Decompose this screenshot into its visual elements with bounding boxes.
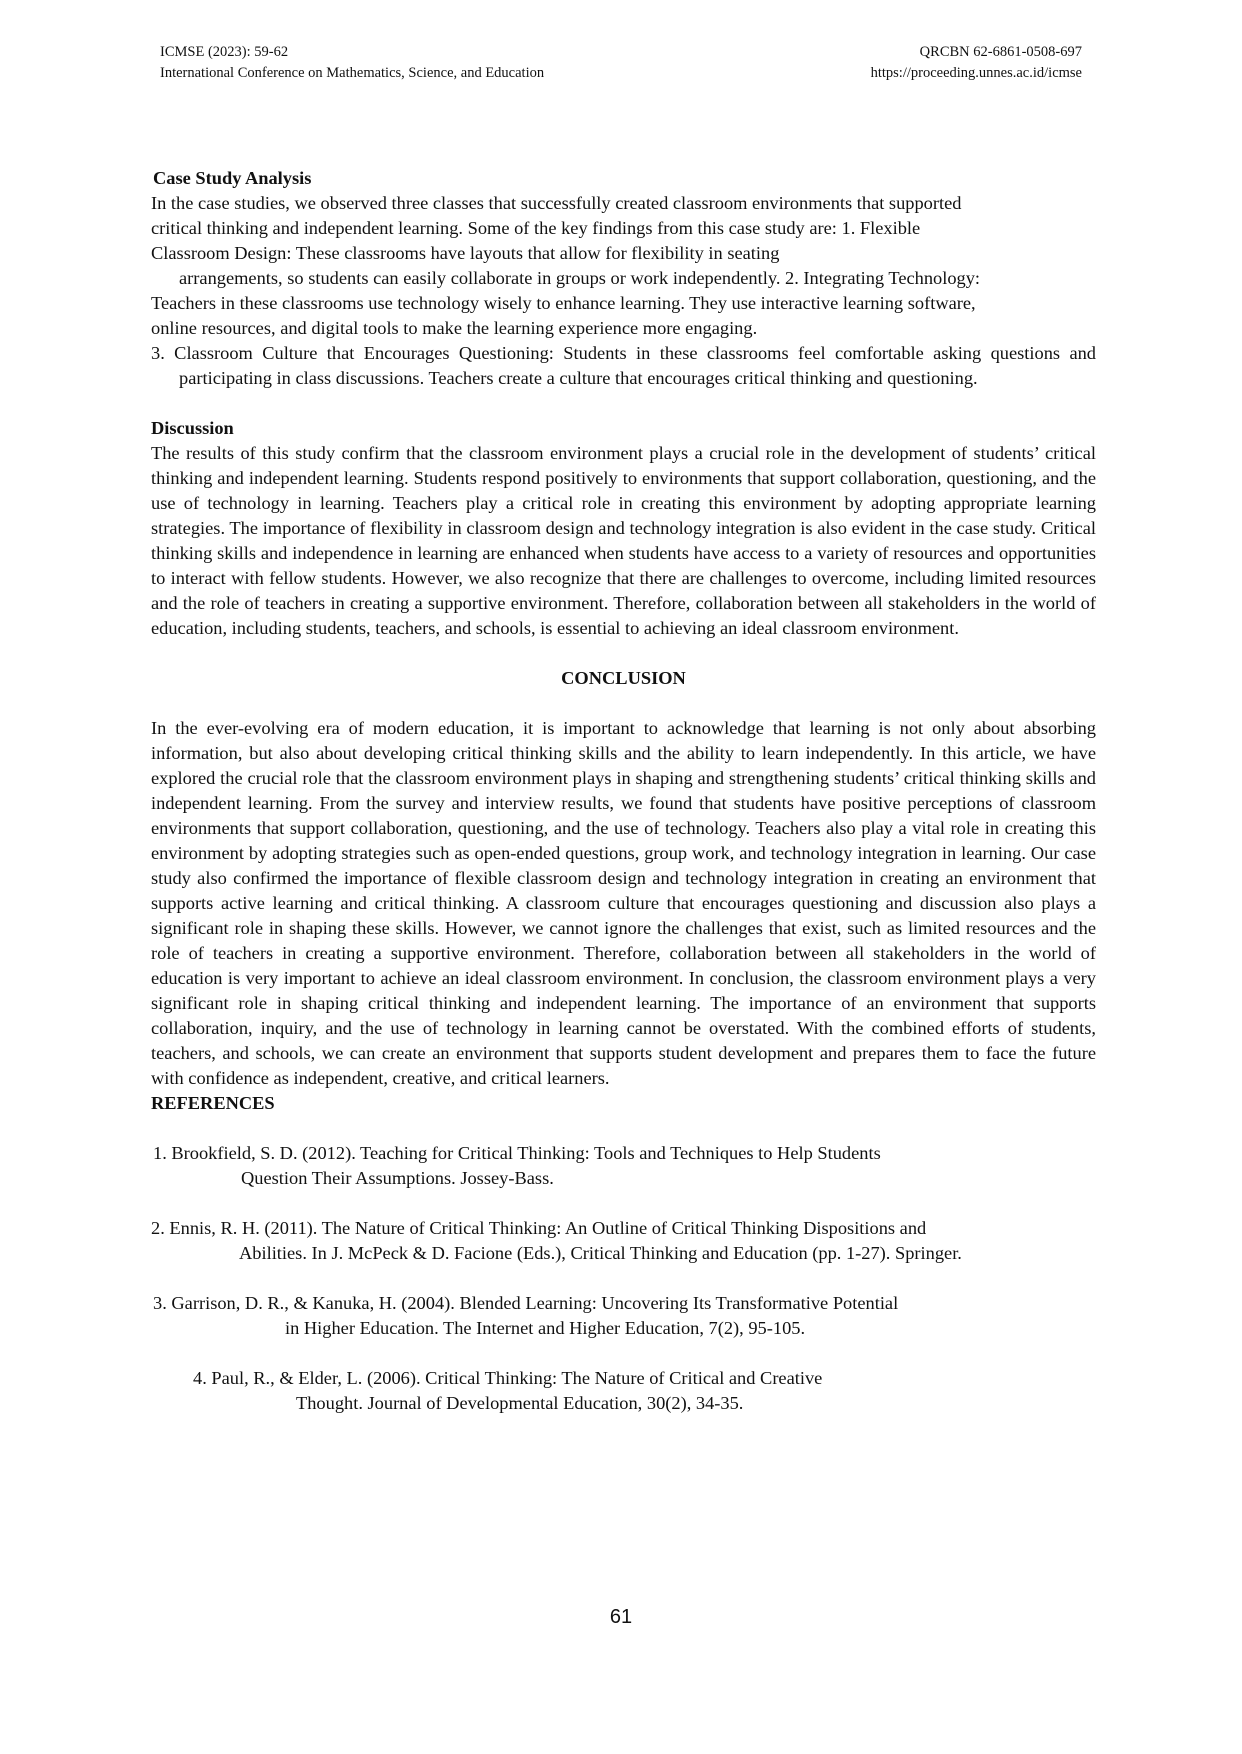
- conclusion-section: [151, 666, 1096, 1091]
- case-study-section: [151, 166, 1096, 391]
- qrcbn-number: QRCBN 62-6861-0508-697: [919, 44, 1082, 60]
- reference-continuation: in Higher Education. The Internet and Higher Education, 7(2), 95-105.: [285, 1318, 806, 1338]
- reference-item: [151, 1291, 1096, 1341]
- discussion-section: [151, 416, 1096, 641]
- case-study-line: arrangements, so students can easily collaborate in groups or work independently. 2. Integrating Technology:: [179, 268, 981, 288]
- case-study-heading: Case Study Analysis: [153, 168, 312, 188]
- discussion-text: The results of this study confirm that the classroom environment plays a crucial role in the development of students’ critical thinking and independent learning. Students respond positively to environments that support collaboration, questioning, and the use of technology in learning. Teachers play a critical role in creating this environment by adopting appropriate learning strategies. The importance of flexibility in classroom design and technology integration is also evident in the case study. Critical thinking skills and independence in learning are enhanced when students have access to a variety of resources and opportunities to interact with fellow students. However, we also recognize that there are challenges to overcome, including limited resources and the role of teachers in creating a supportive environment. Therefore, collaboration between all stakeholders in the world of education, including students, teachers, and schools, is essential to achieving an ideal classroom environment.: [151, 443, 1096, 638]
- case-study-line: In the case studies, we observed three classes that successfully created classroom environments that supported: [151, 193, 962, 213]
- conference-name: International Conference on Mathematics, Science, and Education: [160, 65, 545, 81]
- reference-continuation: Question Their Assumptions. Jossey-Bass.: [241, 1168, 554, 1188]
- discussion-heading: Discussion: [151, 418, 234, 438]
- conclusion-heading: CONCLUSION: [561, 668, 686, 688]
- reference-item: [151, 1216, 1096, 1266]
- page-content: [151, 166, 1096, 1416]
- case-study-line: online resources, and digital tools to make the learning experience more engaging.: [151, 318, 758, 338]
- reference-item: [151, 1141, 1096, 1191]
- header-left: [160, 42, 544, 84]
- proceeding-url: https://proceeding.unnes.ac.id/icmse: [870, 65, 1082, 81]
- conclusion-text: In the ever-evolving era of modern education, it is important to acknowledge that learning is not only about absorbing information, but also about developing critical thinking skills and the ability to learn independently. In this article, we have explored the crucial role that the classroom environment plays in shaping and strengthening students’ critical thinking skills and independent learning. From the survey and interview results, we found that students have positive perceptions of classroom environments that support collaboration, questioning, and the use of technology. Teachers also play a vital role in creating this environment by adopting strategies such as open-ended questions, group work, and technology integration in learning. Our case study also confirmed the importance of flexible classroom design and technology integration in creating an environment that supports active learning and critical thinking. A classroom culture that encourages questioning and discussion also plays a significant role in shaping these skills. However, we cannot ignore the challenges that exist, such as limited resources and the role of teachers in creating a supportive environment. Therefore, collaboration between all stakeholders in the world of education is very important to achieve an ideal classroom environment. In conclusion, the classroom environment plays a very significant role in shaping critical thinking and independent learning. The importance of an environment that supports collaboration, inquiry, and the use of technology in learning cannot be overstated. With the combined efforts of students, teachers, and schools, we can create an environment that supports student development and prepares them to face the future with confidence as independent, creative, and critical learners.: [151, 718, 1096, 1088]
- case-study-item-3: 3. Classroom Culture that Encourages Questioning: Students in these classrooms feel comfortable asking questions and participating in class discussions. Teachers create a culture that encourages critical thinking and questioning.: [151, 343, 1096, 388]
- case-study-line: critical thinking and independent learning. Some of the key findings from this case study are: 1. Flexible: [151, 218, 921, 238]
- references-section: [151, 1091, 1096, 1416]
- reference-first-line: 4. Paul, R., & Elder, L. (2006). Critical Thinking: The Nature of Critical and Creative: [193, 1368, 823, 1388]
- journal-citation: ICMSE (2023): 59-62: [160, 44, 289, 60]
- reference-first-line: 3. Garrison, D. R., & Kanuka, H. (2004). Blended Learning: Uncovering Its Transformative Potential: [153, 1293, 899, 1313]
- reference-item: [151, 1366, 1096, 1416]
- reference-continuation: Abilities. In J. McPeck & D. Facione (Eds.), Critical Thinking and Education (pp. 1-27). Springer.: [239, 1243, 962, 1263]
- case-study-line: Teachers in these classrooms use technology wisely to enhance learning. They use interactive learning software,: [151, 293, 976, 313]
- references-heading: REFERENCES: [151, 1093, 275, 1113]
- reference-continuation: Thought. Journal of Developmental Education, 30(2), 34-35.: [296, 1393, 744, 1413]
- reference-first-line: 1. Brookfield, S. D. (2012). Teaching for Critical Thinking: Tools and Techniques to Help Students: [153, 1143, 881, 1163]
- reference-first-line: 2. Ennis, R. H. (2011). The Nature of Critical Thinking: An Outline of Critical Thinking Dispositions and: [151, 1218, 927, 1238]
- page-number: 61: [609, 1606, 633, 1628]
- case-study-line: Classroom Design: These classrooms have layouts that allow for flexibility in seating: [151, 243, 780, 263]
- header-right: [871, 42, 1082, 84]
